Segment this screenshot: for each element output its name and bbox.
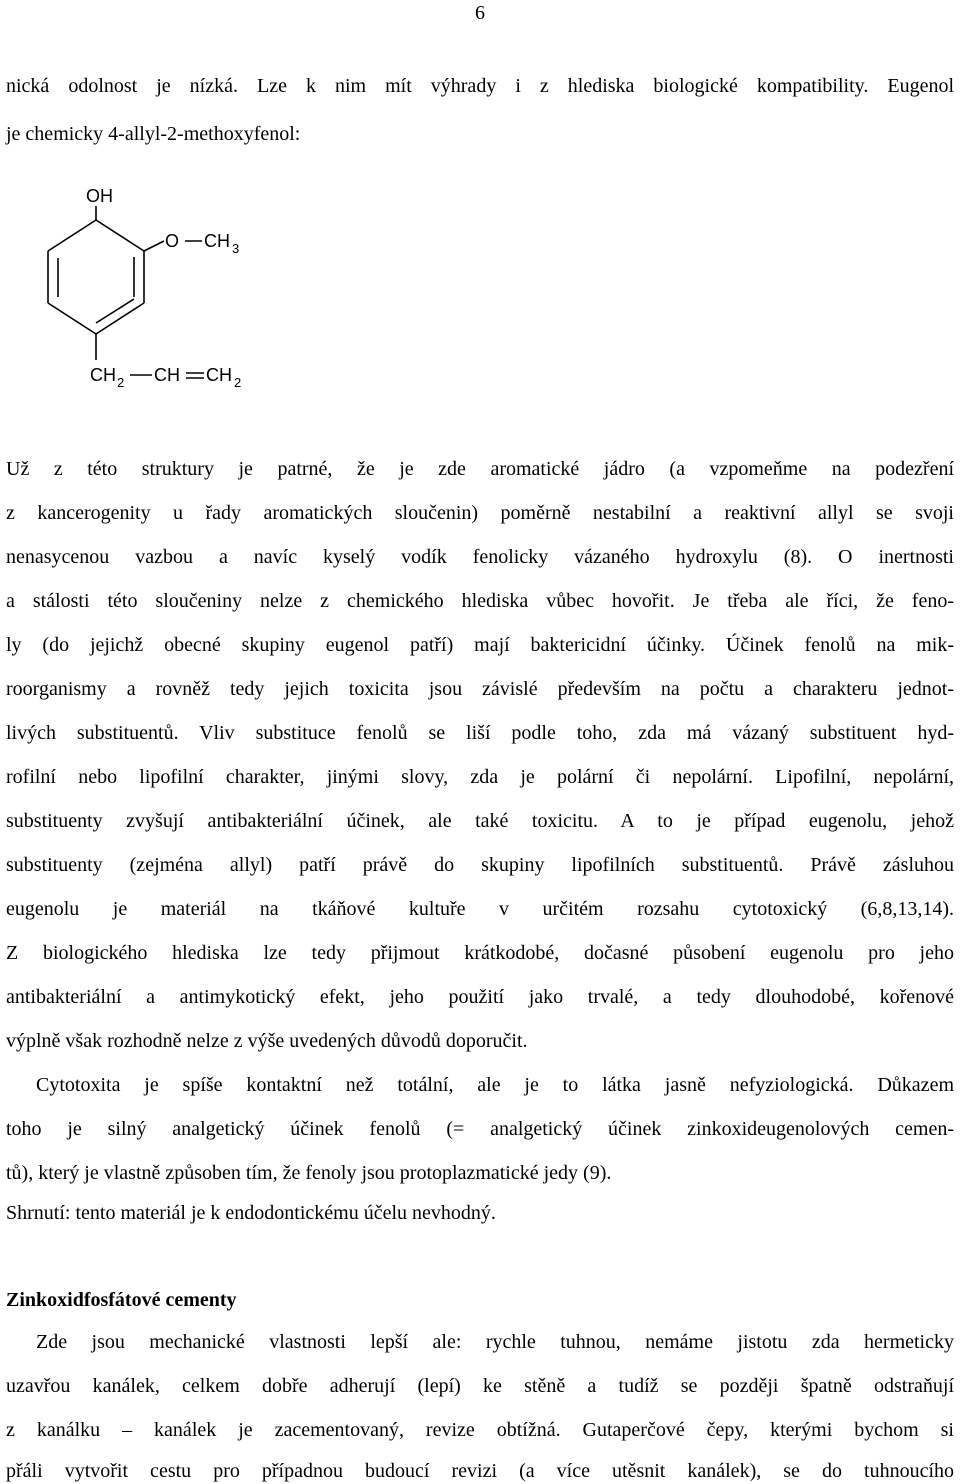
para1-line-5: ly (do jejichž obecné skupiny eugenol patří) mají baktericidní účinky. Účinek fenolů na mik- [6, 634, 954, 656]
para2-line-1: Cytotoxita je spíše kontaktní než totální, ale je to látka jasně nefyziologická. Důkazem [36, 1074, 954, 1096]
para1-line-6: roorganismy a rovněž tedy jejich toxicita jsou závislé především na počtu a charakteru jednot- [6, 678, 954, 700]
para2-line-2: toho je silný analgetický účinek fenolů (= analgetický účinek zinkoxideugenolových cemen- [6, 1118, 954, 1140]
ch3-label: CH [204, 231, 230, 251]
intro-line-2: je chemicky 4-allyl-2-methoxyfenol: [6, 123, 301, 145]
para1-line-12: Z biologického hlediska lze tedy přijmout krátkodobé, dočasné působení eugenolu pro jeho [6, 942, 954, 964]
para1-line-11: eugenolu je materiál na tkáňové kultuře v určitém rozsahu cytotoxický (6,8,13,14). [6, 898, 954, 920]
ch2-subscript-left: 2 [117, 375, 125, 390]
para1-line-7: livých substituentů. Vliv substituce fenolů se liší podle toho, zda má vázaný substituent hyd- [6, 722, 954, 744]
eugenol-structure-diagram [38, 180, 268, 390]
ch3-subscript: 3 [232, 241, 240, 256]
para2-line-3: tů), který je vlastně způsoben tím, že fenoly jsou protoplazmatické jedy (9). [6, 1162, 612, 1184]
para1-line-3: nenasycenou vazbou a navíc kyselý vodík fenolicky vázaného hydroxylu (8). O inertnosti [6, 546, 954, 568]
page-number: 6 [475, 2, 485, 24]
oh-label: OH [86, 186, 113, 206]
para1-line-1: Už z této struktury je patrné, že je zde aromatické jádro (a vzpomeňme na podezření [6, 458, 954, 480]
para1-line-4: a stálosti této sloučeniny nelze z chemického hlediska vůbec hovořit. Je třeba ale říci, že feno- [6, 590, 954, 612]
para1-line-10: substituenty (zejména allyl) patří právě do skupiny lipofilních substituentů. Právě zásluhou [6, 854, 954, 876]
para1-line-14: výplně však rozhodně nelze z výše uvedených důvodů doporučit. [6, 1030, 528, 1052]
ch2-subscript-right: 2 [234, 375, 242, 390]
para3-line-1: Zde jsou mechanické vlastnosti lepší ale: rychle tuhnou, nemáme jistotu zda hermeticky [36, 1331, 954, 1353]
benzene-ring [48, 206, 204, 378]
para1-line-13: antibakteriální a antimykotický efekt, jeho použití jako trvalé, a tedy dlouhodobé, kořenové [6, 986, 954, 1008]
para1-line-8: rofilní nebo lipofilní charakter, jinými slovy, zda je polární či nepolární. Lipofilní, nepolární, [6, 766, 954, 788]
ch2-label-left: CH [90, 365, 116, 385]
para3-line-3: z kanálku – kanálek je zacementovaný, revize obtížná. Gutaperčové čepy, kterými bychom si [6, 1419, 954, 1441]
ch2-label-right: CH [206, 365, 232, 385]
para3-line-4: přáli vytvořit cestu pro případnou budoucí revizi (a více utěsnit kanálek), se do tuhnoucího [6, 1460, 954, 1482]
para3-line-2: uzavřou kanálek, celkem dobře adherují (lepí) ke stěně a tudíž se později špatně odstraňují [6, 1375, 954, 1397]
ch-label-middle: CH [154, 365, 180, 385]
summary-line: Shrnutí: tento materiál je k endodontickému účelu nevhodný. [6, 1202, 496, 1224]
section-heading: Zinkoxidfosfátové cementy [6, 1289, 237, 1311]
o-label: O [165, 231, 180, 251]
intro-line-1: nická odolnost je nízká. Lze k nim mít výhrady i z hlediska biologické kompatibility. Eugenol [6, 75, 954, 97]
para1-line-2: z kancerogenity u řady aromatických sloučenin) poměrně nestabilní a reaktivní allyl se svoji [6, 502, 954, 524]
para1-line-9: substituenty zvyšují antibakteriální účinek, ale také toxicitu. A to je případ eugenolu, jehož [6, 810, 954, 832]
